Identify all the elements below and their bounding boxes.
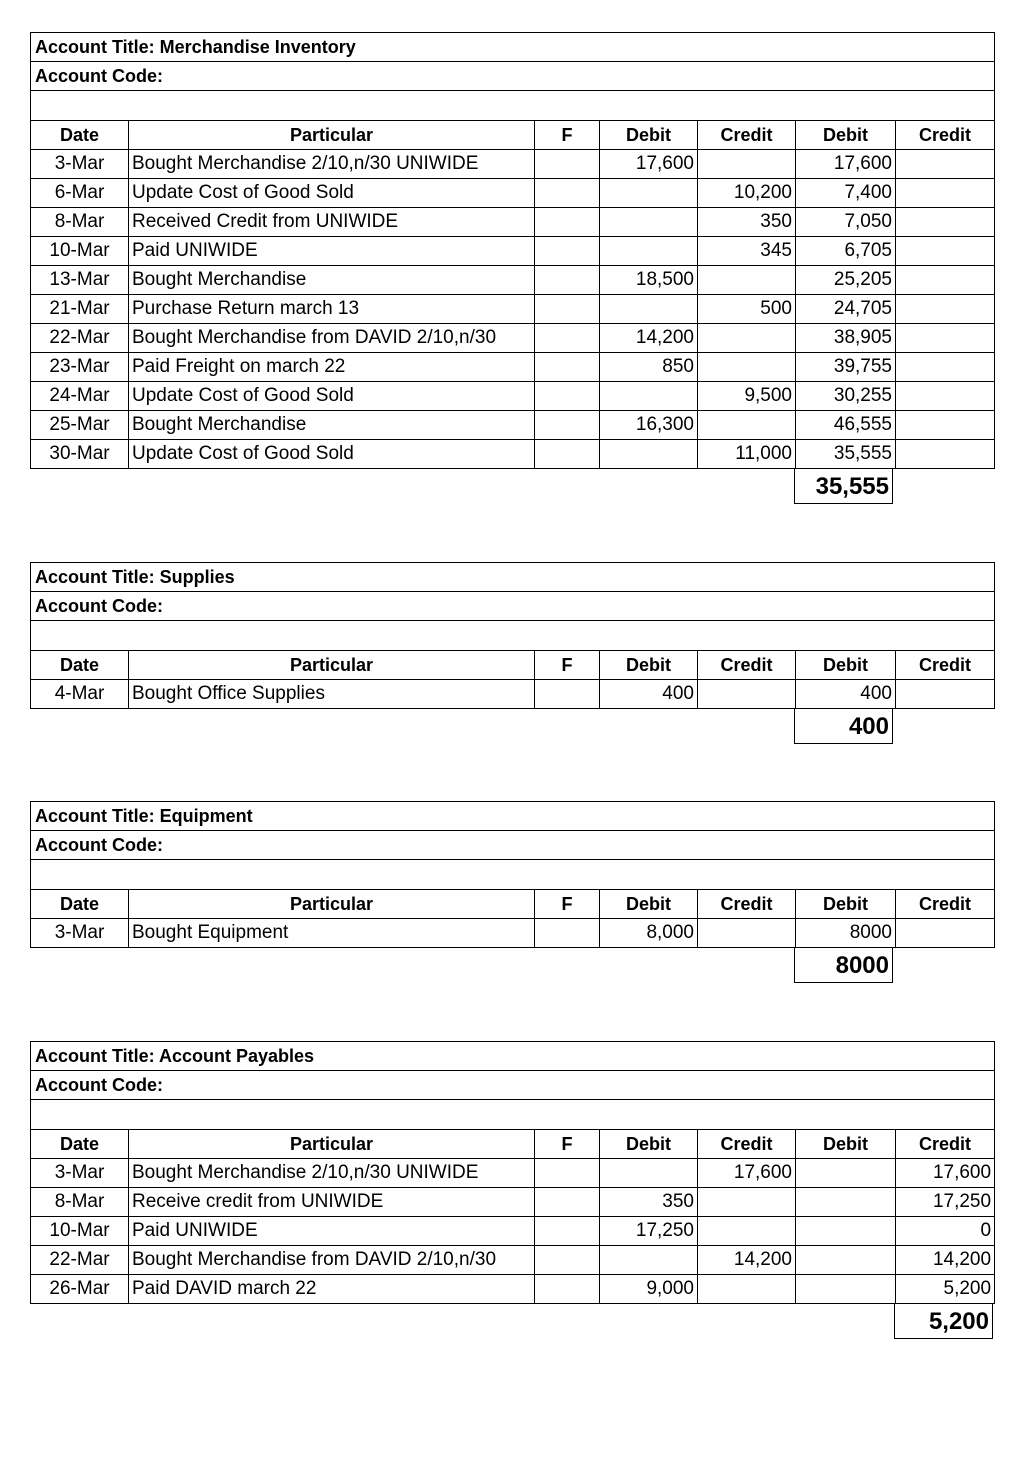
bal-credit-cell <box>896 324 995 353</box>
credit-cell: 11,000 <box>698 440 796 469</box>
f-cell <box>535 440 600 469</box>
account-title-row <box>31 802 995 831</box>
table-row <box>31 440 995 469</box>
particular-header: Particular <box>129 890 535 919</box>
spacer-cell <box>31 91 995 121</box>
debit-header: Debit <box>600 1130 698 1159</box>
date-cell: 22-Mar <box>31 1246 129 1275</box>
spacer-cell <box>31 860 995 890</box>
debit-cell: 8,000 <box>600 919 698 948</box>
account-code: Account Code: <box>31 1071 995 1100</box>
table-row <box>31 680 995 709</box>
bal-credit-cell <box>896 440 995 469</box>
f-cell <box>535 1159 600 1188</box>
spacer-cell <box>31 621 995 651</box>
column-header-row <box>31 890 995 919</box>
debit-cell <box>600 237 698 266</box>
account-code-row <box>31 592 995 621</box>
particular-cell: Purchase Return march 13 <box>129 295 535 324</box>
debit-cell: 400 <box>600 680 698 709</box>
debit-cell: 17,600 <box>600 150 698 179</box>
credit-cell <box>698 1188 796 1217</box>
debit-cell: 350 <box>600 1188 698 1217</box>
particular-cell: Bought Merchandise <box>129 411 535 440</box>
date-cell: 3-Mar <box>31 1159 129 1188</box>
f-cell <box>535 1246 600 1275</box>
particular-cell: Bought Equipment <box>129 919 535 948</box>
account-code-row <box>31 831 995 860</box>
debit-header: Debit <box>600 890 698 919</box>
date-cell: 4-Mar <box>31 680 129 709</box>
ledger-table <box>30 801 995 948</box>
f-cell <box>535 266 600 295</box>
bal-debit-cell <box>796 1159 896 1188</box>
particular-cell: Paid UNIWIDE <box>129 1217 535 1246</box>
debit-cell <box>600 1159 698 1188</box>
credit-cell <box>698 324 796 353</box>
balance-credit-header: Credit <box>896 1130 995 1159</box>
table-row <box>31 1188 995 1217</box>
bal-debit-cell: 25,205 <box>796 266 896 295</box>
bal-credit-cell: 17,600 <box>896 1159 995 1188</box>
credit-cell <box>698 353 796 382</box>
bal-credit-cell: 5,200 <box>896 1275 995 1304</box>
column-header-row <box>31 651 995 680</box>
particular-cell: Update Cost of Good Sold <box>129 440 535 469</box>
credit-header: Credit <box>698 1130 796 1159</box>
f-cell <box>535 179 600 208</box>
account-code: Account Code: <box>31 831 995 860</box>
debit-cell <box>600 208 698 237</box>
particular-cell: Received Credit from UNIWIDE <box>129 208 535 237</box>
bal-debit-cell: 7,400 <box>796 179 896 208</box>
folio-header: F <box>535 651 600 680</box>
table-row <box>31 919 995 948</box>
debit-cell: 18,500 <box>600 266 698 295</box>
column-header-row <box>31 1130 995 1159</box>
credit-header: Credit <box>698 121 796 150</box>
date-cell: 8-Mar <box>31 1188 129 1217</box>
debit-cell <box>600 382 698 411</box>
date-cell: 26-Mar <box>31 1275 129 1304</box>
particular-header: Particular <box>129 121 535 150</box>
date-header: Date <box>31 890 129 919</box>
particular-cell: Bought Merchandise from DAVID 2/10,n/30 <box>129 1246 535 1275</box>
bal-credit-cell: 17,250 <box>896 1188 995 1217</box>
particular-cell: Bought Office Supplies <box>129 680 535 709</box>
ledger-account <box>30 1041 994 1335</box>
ledger-table <box>30 1041 995 1304</box>
debit-header: Debit <box>600 651 698 680</box>
credit-cell <box>698 680 796 709</box>
table-row <box>31 1275 995 1304</box>
f-cell <box>535 353 600 382</box>
bal-debit-cell <box>796 1188 896 1217</box>
debit-cell: 850 <box>600 353 698 382</box>
f-cell <box>535 919 600 948</box>
bal-debit-cell: 8000 <box>796 919 896 948</box>
debit-cell: 9,000 <box>600 1275 698 1304</box>
date-header: Date <box>31 121 129 150</box>
table-row <box>31 150 995 179</box>
bal-debit-cell: 24,705 <box>796 295 896 324</box>
credit-cell <box>698 150 796 179</box>
debit-cell <box>600 295 698 324</box>
bal-debit-cell: 30,255 <box>796 382 896 411</box>
spacer-row <box>31 1100 995 1130</box>
bal-credit-cell <box>896 411 995 440</box>
debit-cell <box>600 179 698 208</box>
spacer-cell <box>31 1100 995 1130</box>
table-row <box>31 208 995 237</box>
bal-credit-cell <box>896 382 995 411</box>
table-row <box>31 411 995 440</box>
bal-credit-cell <box>896 680 995 709</box>
date-cell: 10-Mar <box>31 237 129 266</box>
f-cell <box>535 382 600 411</box>
date-cell: 22-Mar <box>31 324 129 353</box>
balance-total: 35,555 <box>794 468 893 504</box>
account-title-row <box>31 563 995 592</box>
table-row <box>31 179 995 208</box>
credit-cell: 500 <box>698 295 796 324</box>
balance-debit-header: Debit <box>796 890 896 919</box>
table-row <box>31 237 995 266</box>
table-row <box>31 295 995 324</box>
bal-debit-cell: 38,905 <box>796 324 896 353</box>
particular-cell: Paid Freight on march 22 <box>129 353 535 382</box>
account-code: Account Code: <box>31 592 995 621</box>
bal-credit-cell <box>896 266 995 295</box>
credit-header: Credit <box>698 890 796 919</box>
f-cell <box>535 411 600 440</box>
debit-cell: 17,250 <box>600 1217 698 1246</box>
particular-cell: Bought Merchandise 2/10,n/30 UNIWIDE <box>129 1159 535 1188</box>
particular-cell: Bought Merchandise <box>129 266 535 295</box>
table-row <box>31 1159 995 1188</box>
bal-credit-cell <box>896 237 995 266</box>
bal-debit-cell <box>796 1217 896 1246</box>
spacer-row <box>31 860 995 890</box>
f-cell <box>535 1217 600 1246</box>
date-cell: 3-Mar <box>31 919 129 948</box>
folio-header: F <box>535 1130 600 1159</box>
ledger-table <box>30 32 995 469</box>
balance-debit-header: Debit <box>796 121 896 150</box>
account-title: Account Title: Account Payables <box>31 1042 995 1071</box>
credit-cell <box>698 1217 796 1246</box>
table-row <box>31 353 995 382</box>
credit-cell: 345 <box>698 237 796 266</box>
date-cell: 23-Mar <box>31 353 129 382</box>
f-cell <box>535 295 600 324</box>
bal-debit-cell: 35,555 <box>796 440 896 469</box>
credit-header: Credit <box>698 651 796 680</box>
debit-cell: 14,200 <box>600 324 698 353</box>
credit-cell <box>698 266 796 295</box>
balance-total: 8000 <box>794 947 893 983</box>
ledger-account <box>30 32 994 500</box>
f-cell <box>535 1275 600 1304</box>
account-title-row <box>31 33 995 62</box>
bal-credit-cell <box>896 150 995 179</box>
particular-cell: Bought Merchandise 2/10,n/30 UNIWIDE <box>129 150 535 179</box>
date-cell: 24-Mar <box>31 382 129 411</box>
ledger-account <box>30 562 994 740</box>
table-row <box>31 1217 995 1246</box>
debit-cell <box>600 440 698 469</box>
bal-credit-cell <box>896 208 995 237</box>
ledger-table <box>30 562 995 709</box>
bal-debit-cell: 400 <box>796 680 896 709</box>
bal-credit-cell: 14,200 <box>896 1246 995 1275</box>
f-cell <box>535 208 600 237</box>
f-cell <box>535 1188 600 1217</box>
ledger-account <box>30 801 994 979</box>
account-title: Account Title: Merchandise Inventory <box>31 33 995 62</box>
particular-cell: Update Cost of Good Sold <box>129 382 535 411</box>
particular-cell: Receive credit from UNIWIDE <box>129 1188 535 1217</box>
particular-header: Particular <box>129 1130 535 1159</box>
balance-total: 5,200 <box>894 1303 993 1339</box>
date-cell: 13-Mar <box>31 266 129 295</box>
bal-credit-cell <box>896 295 995 324</box>
f-cell <box>535 680 600 709</box>
date-header: Date <box>31 651 129 680</box>
bal-debit-cell: 46,555 <box>796 411 896 440</box>
bal-credit-cell <box>896 353 995 382</box>
bal-debit-cell <box>796 1246 896 1275</box>
date-cell: 3-Mar <box>31 150 129 179</box>
balance-debit-header: Debit <box>796 651 896 680</box>
bal-debit-cell <box>796 1275 896 1304</box>
debit-cell: 16,300 <box>600 411 698 440</box>
particular-cell: Update Cost of Good Sold <box>129 179 535 208</box>
folio-header: F <box>535 890 600 919</box>
balance-credit-header: Credit <box>896 121 995 150</box>
debit-cell <box>600 1246 698 1275</box>
account-title: Account Title: Equipment <box>31 802 995 831</box>
f-cell <box>535 324 600 353</box>
account-title: Account Title: Supplies <box>31 563 995 592</box>
date-cell: 6-Mar <box>31 179 129 208</box>
date-cell: 30-Mar <box>31 440 129 469</box>
account-code-row <box>31 62 995 91</box>
credit-cell: 10,200 <box>698 179 796 208</box>
balance-total: 400 <box>794 708 893 744</box>
credit-cell: 9,500 <box>698 382 796 411</box>
spacer-row <box>31 91 995 121</box>
f-cell <box>535 237 600 266</box>
bal-debit-cell: 17,600 <box>796 150 896 179</box>
bal-debit-cell: 7,050 <box>796 208 896 237</box>
balance-credit-header: Credit <box>896 890 995 919</box>
bal-credit-cell: 0 <box>896 1217 995 1246</box>
credit-cell <box>698 411 796 440</box>
credit-cell: 350 <box>698 208 796 237</box>
particular-cell: Paid UNIWIDE <box>129 237 535 266</box>
column-header-row <box>31 121 995 150</box>
folio-header: F <box>535 121 600 150</box>
bal-credit-cell <box>896 179 995 208</box>
table-row <box>31 324 995 353</box>
debit-header: Debit <box>600 121 698 150</box>
date-header: Date <box>31 1130 129 1159</box>
bal-credit-cell <box>896 919 995 948</box>
spacer-row <box>31 621 995 651</box>
date-cell: 21-Mar <box>31 295 129 324</box>
account-code-row <box>31 1071 995 1100</box>
bal-debit-cell: 6,705 <box>796 237 896 266</box>
credit-cell <box>698 1275 796 1304</box>
table-row <box>31 382 995 411</box>
table-row <box>31 266 995 295</box>
bal-debit-cell: 39,755 <box>796 353 896 382</box>
particular-header: Particular <box>129 651 535 680</box>
date-cell: 8-Mar <box>31 208 129 237</box>
balance-debit-header: Debit <box>796 1130 896 1159</box>
balance-credit-header: Credit <box>896 651 995 680</box>
particular-cell: Paid DAVID march 22 <box>129 1275 535 1304</box>
credit-cell: 14,200 <box>698 1246 796 1275</box>
credit-cell: 17,600 <box>698 1159 796 1188</box>
date-cell: 25-Mar <box>31 411 129 440</box>
account-code: Account Code: <box>31 62 995 91</box>
table-row <box>31 1246 995 1275</box>
credit-cell <box>698 919 796 948</box>
date-cell: 10-Mar <box>31 1217 129 1246</box>
account-title-row <box>31 1042 995 1071</box>
f-cell <box>535 150 600 179</box>
particular-cell: Bought Merchandise from DAVID 2/10,n/30 <box>129 324 535 353</box>
